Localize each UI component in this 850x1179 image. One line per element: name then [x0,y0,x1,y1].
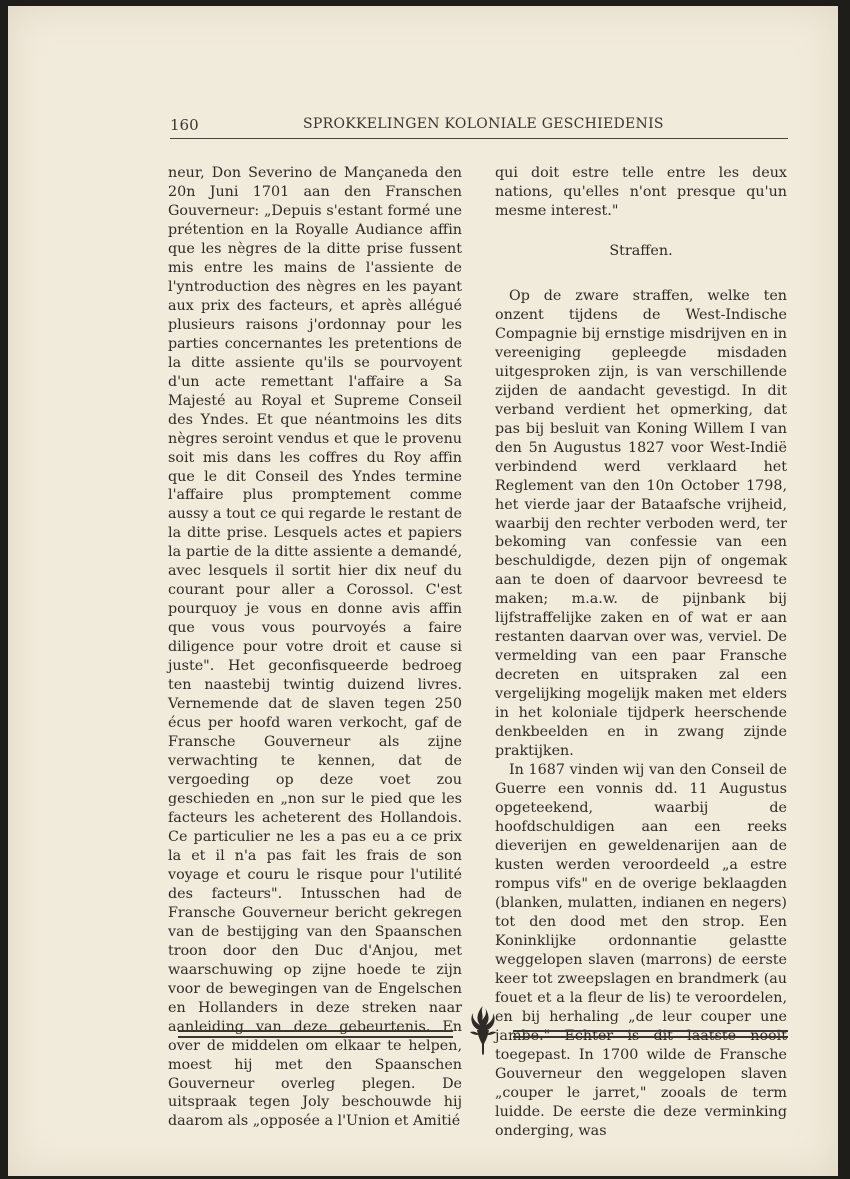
flame-vase-ornament-icon [460,1004,506,1060]
book-page [8,6,838,1176]
running-title: SPROKKELINGEN KOLONIALE GESCHIEDENIS [303,116,664,132]
right-paragraph: Op de zware straffen, welke ten onzent tijdens de West-Indische Compagnie bij ernstige misdrijven en in vereeniging gepleegde misdaden uitgesproken zijn, is van verschillende zijden de aandacht gevestigd. In dit verband verdient het opmerking, dat pas bij besluit van Koning Willem I van den 5n Augustus 1827 voor West-Indië verbindend werd verklaard het Reglement van den 10n October 1798, het vierde jaar der Bataafsche vrijheid, waarbij den rechter verboden werd, ter bekoming van confessie van een beschuldigde, dezen pijn of ongemak aan te doen of daarvoor bevreesd te maken; m.a.w. de pijnbank bij lijfstraffelijke zaken en of wat er aan restanten daarvan over was, verviel. De vermelding van een paar Fransche decreten en uitspraken zal een vergelijking mogelijk maken met elders in het koloniale tijdperk heerschende denkbeelden en in zwang zijnde praktijken. [495,287,787,760]
section-heading: Straffen. [609,242,673,259]
right-column [495,164,787,1140]
left-paragraph: neur, Don Severino de Mançaneda den 20n Juni 1701 aan den Franschen Gouverneur: „Depuis s'estant formé une prétention en la Royalle Audiance affin que les nègres de la ditte prise fussent mis entre les mains de l'assiente de l'yntroduction des nègres en les payant aux prix des facteurs, et après allégué plusieurs raisons j'ordonnay pour les parties concernantes les pretentions de la ditte assiente qu'ils se pourvoyent d'un acte remettant l'affaire a Sa Majesté au Royal et Supreme Conseil des Yndes. Et que néantmoins les dits nègres seroint vendus et que le provenu soit mis dans les coffres du Roy affin que le dit Conseil des Yndes termine l'affaire plus promptement comme aussy a tout ce qui regarde le restant de la ditte prise. Lesquels actes et papiers la partie de la ditte assiente a demandé, avec lesquels il sortit hier dix neuf du courant pour aller a Corossol. C'est pourquoy je vous en donne avis affin que vous vous pourvoyés a faire diligence pour votre droit et cause si juste". Het geconfisqueerde bedroeg ten naastebij twintig duizend livres. Vernemende dat de slaven tegen 250 écus per hoofd waren verkocht, gaf de Fransche Gouverneur als zijne verwachting te kennen, dat de vergoeding op deze voet zou geschieden en „non sur le pied que les facteurs les acheterent des Hollandois. Ce particulier ne les a pas eu a ce prix la et il n'a pas fait les frais de son voyage et couru le risque pour l'utilité des facteurs". Intusschen had de Fransche Gouverneur bericht gekregen van de bestijging van den Spaanschen troon door den Duc d'Anjou, met waarschuwing op zijne hoede te zijn voor de bewegingen van de Engelschen en Hollanders in deze streken naar aanleiding van deze gebeurtenis. En over de middelen om elkaar te helpen, moest hij met den Spaanschen Gouverneur overleg plegen. De uitspraak tegen Joly beschouwde hij daarom als „opposée a l'Union et Amitié [168,165,462,1130]
left-column [168,164,462,1131]
ornament-rule-right-top [513,1030,788,1032]
footer-ornament [178,1004,788,1064]
ornament-rule-right-bottom [513,1036,788,1038]
ornament-rule-left-bottom [178,1036,453,1038]
page-number: 160 [170,116,199,134]
ornament-rule-left-top [178,1030,453,1032]
right-paragraph: In 1687 vinden wij van den Conseil de Guerre een vonnis dd. 11 Augustus opgeteekend, waarbij de hoofdschuldigen aan een reeks dieverijen en geweldenarijen aan de kusten werden veroordeeld „a estre rompus vifs" en de overige beklaagden (blanken, mulatten, indianen en negers) tot den dood met den strop. Een Koninklijke ordonnantie gelastte weggelopen slaven (marrons) de eerste keer tot zweepslagen en brandmerk (au fouet et a la fleur de lis) te veroordelen, en bij herhaling „de leur couper une jambe." Echter is dit laatste nooit toegepast. In 1700 wilde de Fransche Gouverneur den weggelopen slaven „couper le jarret," zooals de term luidde. De eerste die deze verminking onderging, was [495,762,787,1139]
right-paragraph-continuation: qui doit estre telle entre les deux nations, qu'elles n'ont presque qu'un mesme interest." [495,165,787,219]
header-rule [170,138,788,139]
